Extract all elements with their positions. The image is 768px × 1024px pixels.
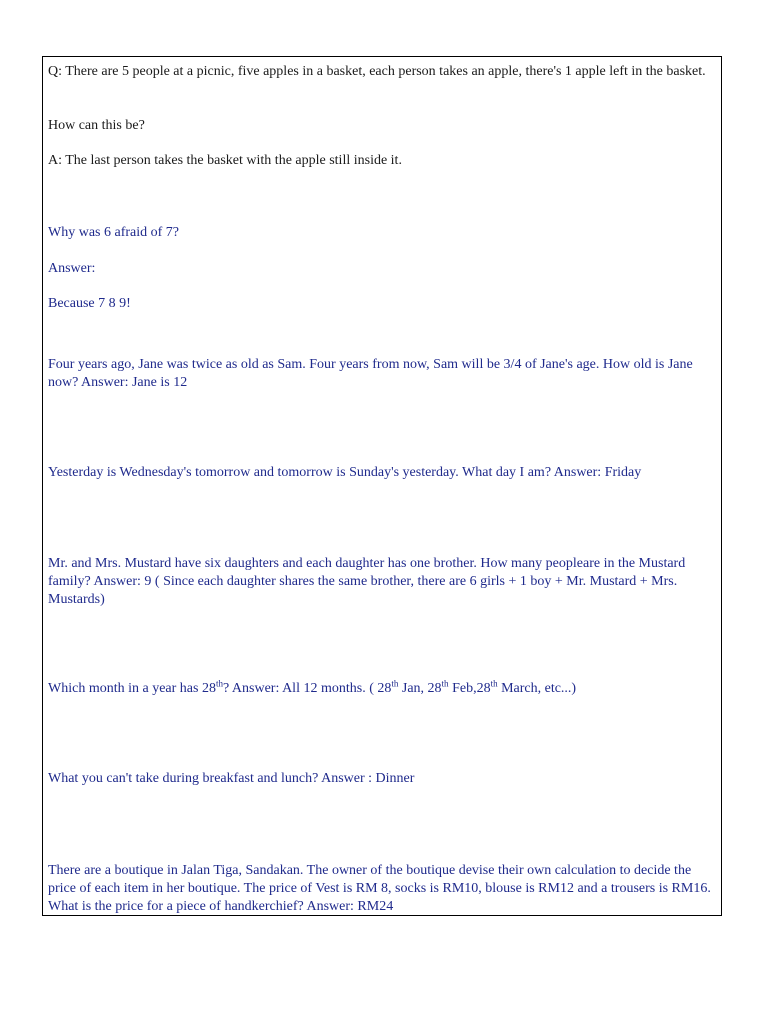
month-sup-4: th [490,678,498,689]
month-sup-3: th [441,678,449,689]
month-text-3: Jan, 28 [398,681,442,696]
six-answer: Because 7 8 9! [48,296,131,311]
month-text-5: March, etc...) [497,681,577,696]
picnic-answer: A: The last person takes the basket with the apple still inside it. [48,153,402,168]
picnic-how: How can this be? [48,118,145,133]
riddles-box [42,56,722,916]
month-text-1: Which month in a year has 28 [48,681,216,696]
month-riddle [48,680,718,698]
boutique-riddle: There are a boutique in Jalan Tiga, Sandakan. The owner of the boutique devise their own calculation to decide the price of each item in her boutique. The price of Vest is RM 8, socks is RM10, blouse is RM12 and a trousers is RM16. What is the price for a piece of handkerchief? Answer: RM24 [48,863,711,914]
month-sup-2: th [391,678,399,689]
six-answer-label: Answer: [48,261,96,276]
month-sup-1: th [215,678,223,689]
month-text-4: Feb,28 [448,681,491,696]
day-riddle: Yesterday is Wednesday's tomorrow and tomorrow is Sunday's yesterday. What day I am? Answer: Friday [48,465,642,480]
mustard-riddle: Mr. and Mrs. Mustard have six daughters and each daughter has one brother. How many peopleare in the Mustard family? Answer: 9 ( Since each daughter shares the same brother, there are 6 girls + 1 boy + Mr. Mustard + Mrs. Mustards) [48,556,686,607]
breakfast-riddle: What you can't take during breakfast and lunch? Answer : Dinner [48,771,415,786]
jane-riddle: Four years ago, Jane was twice as old as Sam. Four years from now, Sam will be 3/4 of Jane's age. How old is Jane now? Answer: Jane is 12 [48,357,693,390]
month-text-2: ? Answer: All 12 months. ( 28 [222,681,392,696]
six-question: Why was 6 afraid of 7? [48,225,180,240]
picnic-question: Q: There are 5 people at a picnic, five apples in a basket, each person takes an apple, there's 1 apple left in the basket. [48,64,706,79]
